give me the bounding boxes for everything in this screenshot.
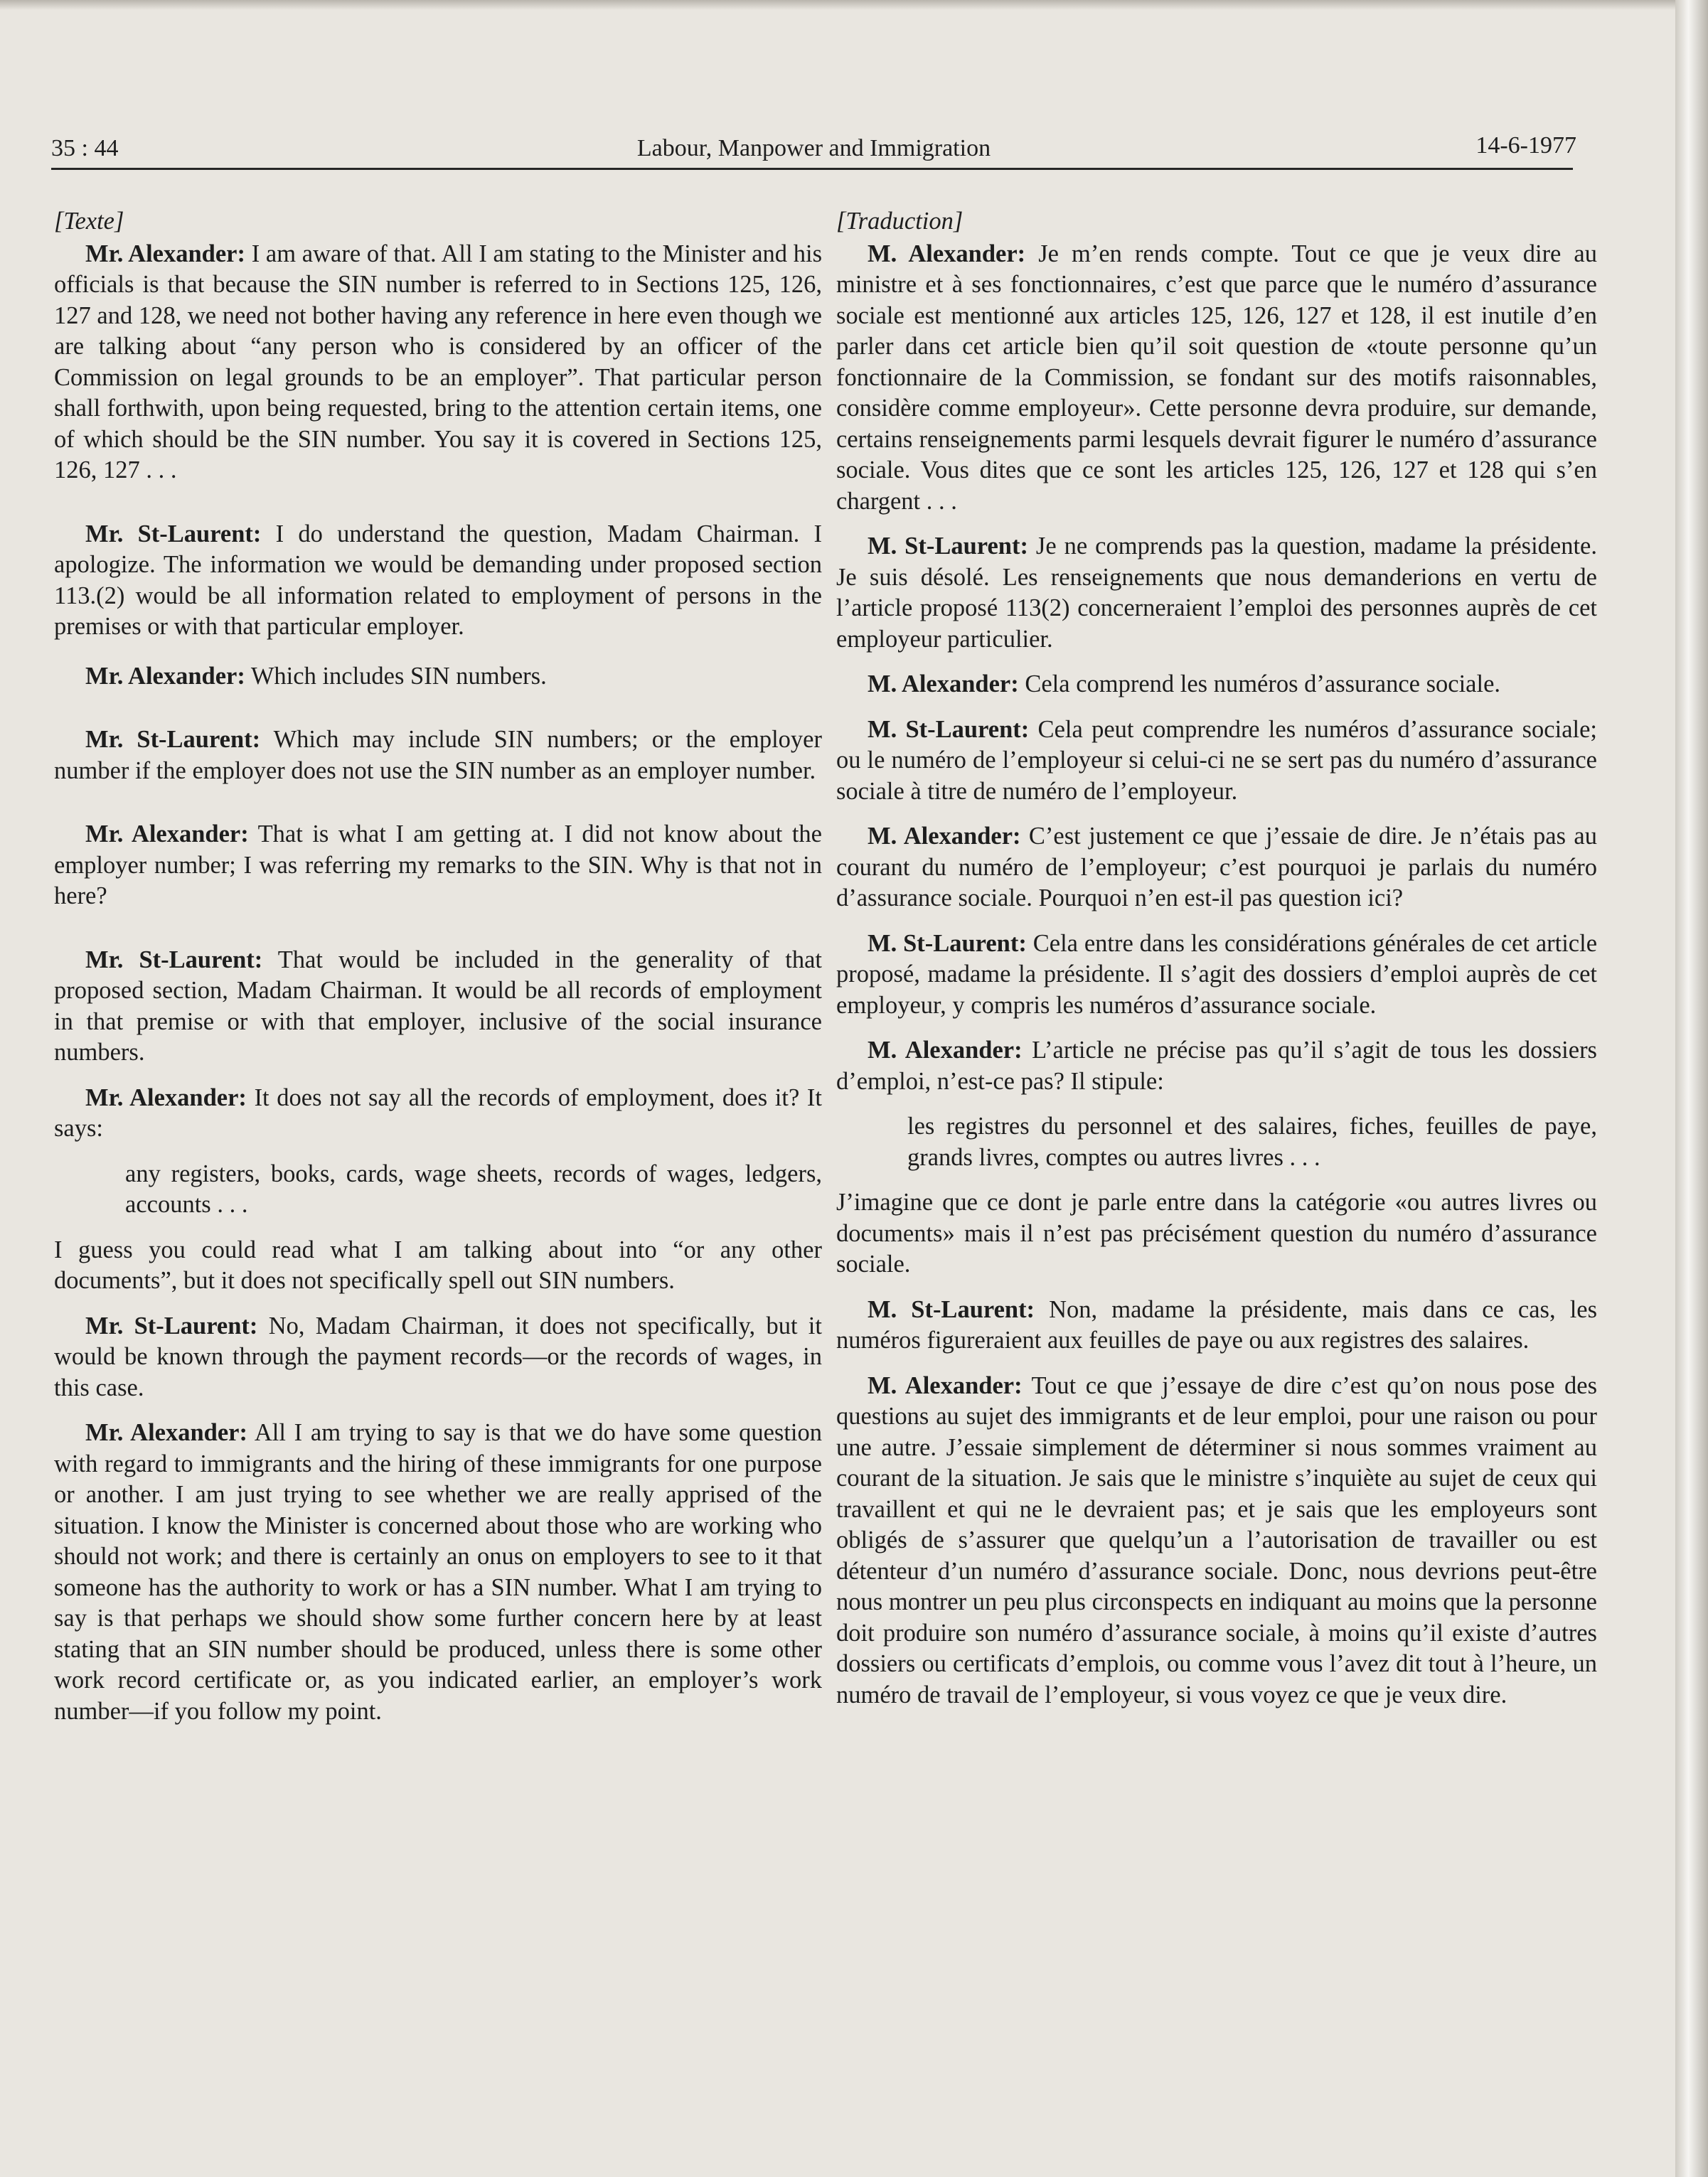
paragraph [836,1295,1597,1357]
speaker-name: M. Alexander: [868,1371,1023,1399]
right-column-french [836,206,1597,1711]
speech-text: Cela peut comprendre les numéros d’assurance sociale; ou le numéro de l’employeur si celui-ci ne se sert pas du numéro d’assurance sociale à titre de numéro de l’employeur. [836,715,1597,805]
paragraph [54,1311,822,1404]
speech-text: I do understand the question, Madam Chairman. I apologize. The information we would be demanding under proposed section 113.(2) would be all information related to employment of persons in the premises or with that particular employer. [54,520,822,640]
paragraph [836,531,1597,655]
paragraph [54,819,822,912]
left-column-english [54,206,822,1727]
speaker-name: Mr. St-Laurent: [85,726,261,753]
speaker-name: M. St-Laurent: [868,715,1030,743]
speech-text: Cela comprend les numéros d’assurance sociale. [1018,670,1501,697]
speech-text: Which includes SIN numbers. [245,662,547,690]
paragraph [54,1418,822,1727]
speech-text: Je m’en rends compte. Tout ce que je veux dire au ministre et à ses fonctionnaires, c’est que parce que le numéro d’assurance sociale est mentionné aux articles 125, 126, 127 et 128, il est inutile d’en parler dans cet article bien qu’il soit question de «toute personne qu’un fonctionnaire de la Commission, se fondant sur des motifs raisonnables, considère comme employeur». Cette personne devra produire, sur demande, certains renseignements parmi lesquels devrait figurer le numéro d’assurance sociale. Vous dites que ce sont les articles 125, 126, 127 et 128 qui s’en chargent . . . [836,240,1597,515]
speaker-name: M. Alexander: [868,823,1021,850]
paragraph [836,239,1597,518]
speech-text: That would be included in the generality of that proposed section, Madam Chairman. It would be all records of employment in that premise or with that employer, inclusive of the social insurance numbers. [54,946,822,1066]
speech-text: Which may include SIN numbers; or the employer number if the employer does not use the SIN number as an employer number. [54,726,822,784]
column-label: [Texte] [54,208,124,235]
header-date: 14-6-1977 [1475,132,1576,159]
block-quote: any registers, books, cards, wage sheets, records of wages, ledgers, accounts . . . [125,1160,822,1218]
speech-text: All I am trying to say is that we do have some question with regard to immigrants and the hiring of these immigrants for one purpose or another. I am just trying to see whether we are really apprised of the situation. I know the Minister is concerned about those who are working who should not work; and there is certainly an onus on employers to see to it that someone has the authority to work or has a SIN number. What I am trying to say is that perhaps we should show some further concern here by at least stating that an SIN number should be produced, unless there is some other work record certificate or, as you indicated earlier, an employer’s work number—if you follow my point. [54,1419,823,1725]
speech-text: That is what I am getting at. I did not know about the employer number; I was referring my remarks to the SIN. Why is that not in here? [54,820,822,909]
speech-text: It does not say all the records of employment, does it? It says: [54,1084,822,1142]
paragraph [54,1083,822,1145]
paragraph [836,821,1597,914]
page-top-edge [0,0,1708,10]
speech-text: I am aware of that. All I am stating to the Minister and his officials is that because the SIN number is referred to in Sections 125, 126, 127 and 128, we need not bother having any reference in here even though we are talking about “any person who is considered by an officer of the Commission on legal grounds to be an employer”. That particular person shall forthwith, upon being requested, bring to the attention certain items, one of which should be the SIN number. You say it is covered in Sections 125, 126, 127 . . . [54,240,823,483]
speech-text: Tout ce que j’essaye de dire c’est qu’on nous pose des questions au sujet des immigrants et de leur emploi, pour une raison ou pour une autre. J’essaie simplement de déterminer si nous sommes vraiment au courant de la situation. Je sais que le ministre s’inquiète au sujet de ceux qui travaillent et qui ne le devraient pas; et je sais que les employeurs sont obligés de s’assurer que quelqu’un a l’autorisation de travailler ou est détenteur d’un numéro d’assurance sociale. Donc, nous devrions peut-être nous montrer un peu plus circonspects en indiquant au moins que la personne doit produire son numéro d’assurance sociale, à moins qu’il existe d’autres dossiers ou certificats d’emplois, ou comme vous l’avez dit tout à l’heure, un numéro de travail de l’employeur, si vous voyez ce que je veux dire. [836,1371,1597,1708]
speech-text: No, Madam Chairman, it does not specifically, but it would be known through the payment records—or the records of wages, in this case. [54,1312,822,1401]
speaker-name: M. Alexander: [868,240,1026,267]
paragraph [836,929,1597,1022]
speaker-name: Mr. Alexander: [85,662,245,690]
book-binding [1675,0,1708,2177]
paragraph [836,1035,1597,1097]
header-rule [51,168,1573,170]
speaker-name: M. St-Laurent: [868,533,1028,560]
speaker-name: M. St-Laurent: [868,929,1027,957]
speech-text: Non, madame la présidente, mais dans ce cas, les numéros figureraient aux feuilles de paye ou aux registres des salaires. [836,1295,1598,1354]
speaker-name: Mr. Alexander: [85,1419,247,1446]
speaker-name: M. Alexander: [868,670,1019,697]
block-quote: les registres du personnel et des salaires, fiches, feuilles de paye, grands livres, comptes ou autres livres . . . [907,1113,1597,1171]
column-label: [Traduction] [836,208,964,235]
paragraph [836,715,1597,808]
speaker-name: M. Alexander: [868,1037,1023,1064]
paragraph: J’imagine que ce dont je parle entre dans la catégorie «ou autres livres ou documents» mais il n’est pas précisément question du numéro d’assurance sociale. [836,1189,1597,1278]
header-title: Labour, Manpower and Immigration [636,135,991,161]
paragraph [836,669,1597,700]
page-number: 35 : 44 [51,135,119,161]
speaker-name: Mr. Alexander: [85,240,245,267]
paragraph [54,945,822,1069]
speaker-name: Mr. St-Laurent: [85,520,262,547]
speech-text: Cela entre dans les considérations générales de cet article proposé, madame la présidente. Il s’agit des dossiers d’emploi auprès de cet employeur, y compris les numéros d’assurance sociale. [836,929,1598,1019]
paragraph [836,1371,1597,1711]
paragraph: I guess you could read what I am talking about into “or any other documents”, but it does not specifically spell out SIN numbers. [54,1236,822,1294]
paragraph [54,724,822,786]
running-header [51,119,1576,166]
speaker-name: Mr. St-Laurent: [85,946,263,973]
speech-text: L’article ne précise pas qu’il s’agit de tous les dossiers d’emploi, n’est-ce pas? Il stipule: [836,1037,1597,1095]
speaker-name: M. St-Laurent: [868,1295,1035,1323]
speech-text: C’est justement ce que j’essaie de dire. Je n’étais pas au courant du numéro de l’employeur; c’est pourquoi je parlais du numéro d’assurance sociale. Pourquoi n’en est-il pas question ici? [836,823,1597,911]
speaker-name: Mr. Alexander: [85,820,249,847]
speaker-name: Mr. St-Laurent: [85,1312,258,1339]
paragraph [54,661,822,692]
speech-text: Je ne comprends pas la question, madame la présidente. Je suis désolé. Les renseignements que nous demanderions en vertu de l’article proposé 113(2) concerneraient l’emploi des personnes auprès de cet employeur particulier. [836,533,1597,653]
speaker-name: Mr. Alexander: [85,1084,247,1111]
paragraph [54,519,822,643]
paragraph [54,239,822,486]
